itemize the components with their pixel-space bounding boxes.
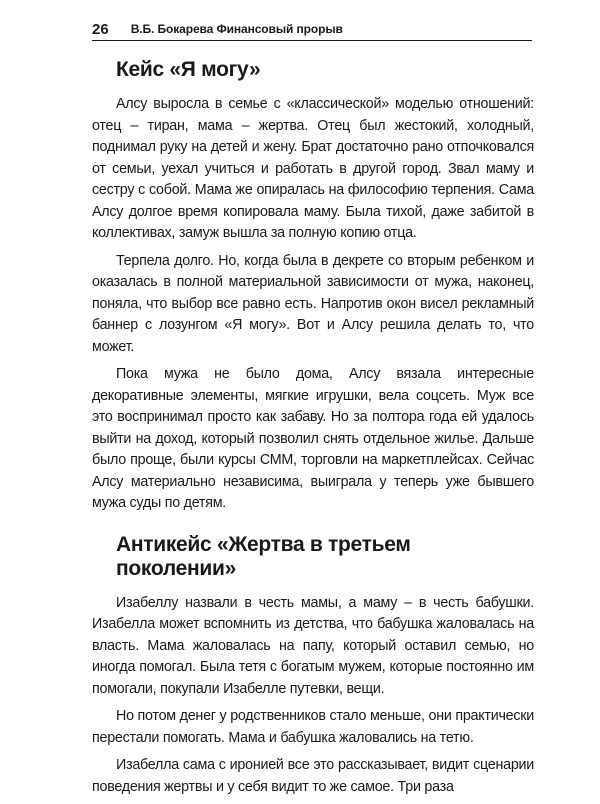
paragraph: Пока мужа не было дома, Алсу вязала интересные декоративные элементы, мягкие игрушки, вела соцсеть. Муж все это воспринимал просто как забаву. Но за полтора года ей удалось выйти на доход, который позволил снять отдельное жилье. Дальше было проще, были курсы СММ, торговли на маркетплейсах. Сейчас Алсу материально независима, выиграла у теперь уже бывшего мужа суды по детям.: [92, 366, 534, 511]
section-title-anticase: Антикейс «Жертва в третьем поколении»: [116, 532, 411, 580]
page-body: [92, 58, 534, 804]
paragraph: Терпела долго. Но, когда была в декрете со вторым ребенком и оказалась в полной материальной зависимости от мужа, наконец, поняла, что выбор все равно есть. Напротив окон висел рекламный баннер с лозунгом «Я могу». Вот и Алсу решила делать то, что может.: [92, 252, 534, 355]
page-number: 26: [92, 20, 109, 38]
paragraph: Но потом денег у родственников стало меньше, они практически перестали помогать. Мама и бабушка жаловались на тетю.: [92, 708, 534, 746]
paragraph: Алсу выросла в семье с «классической» моделью отношений: отец – тиран, мама – жертва. Отец был жестокий, холодный, поднимал руку на детей и жену. Брат достаточно рано отпочковался от семьи, уехал учиться и работать в другой город. Звал маму и сестру с собой. Мама же опиралась на философию терпения. Сама Алсу долгое время копировала маму. Была тихой, даже забитой в коллективах, замуж вышла за полную копию отца.: [92, 96, 534, 241]
paragraph: Изабеллу назвали в честь мамы, а маму – в честь бабушки. Изабелла может вспомнить из детства, что бабушка жаловалась на власть. Мама жаловалась на папу, который оставил семью, но иногда помогал. Была тетя с богатым мужем, которые постоянно им помогали, покупали Изабелле путевки, вещи.: [92, 594, 534, 697]
paragraph: Изабелла сама с иронией все это рассказывает, видит сценарии поведения жертвы и у себя видит то же самое. Три раза: [92, 757, 534, 795]
running-header: [92, 18, 532, 41]
section-title-case: Кейс «Я могу»: [116, 58, 261, 81]
running-title: В.Б. Бокарева Финансовый прорыв: [130, 22, 343, 36]
